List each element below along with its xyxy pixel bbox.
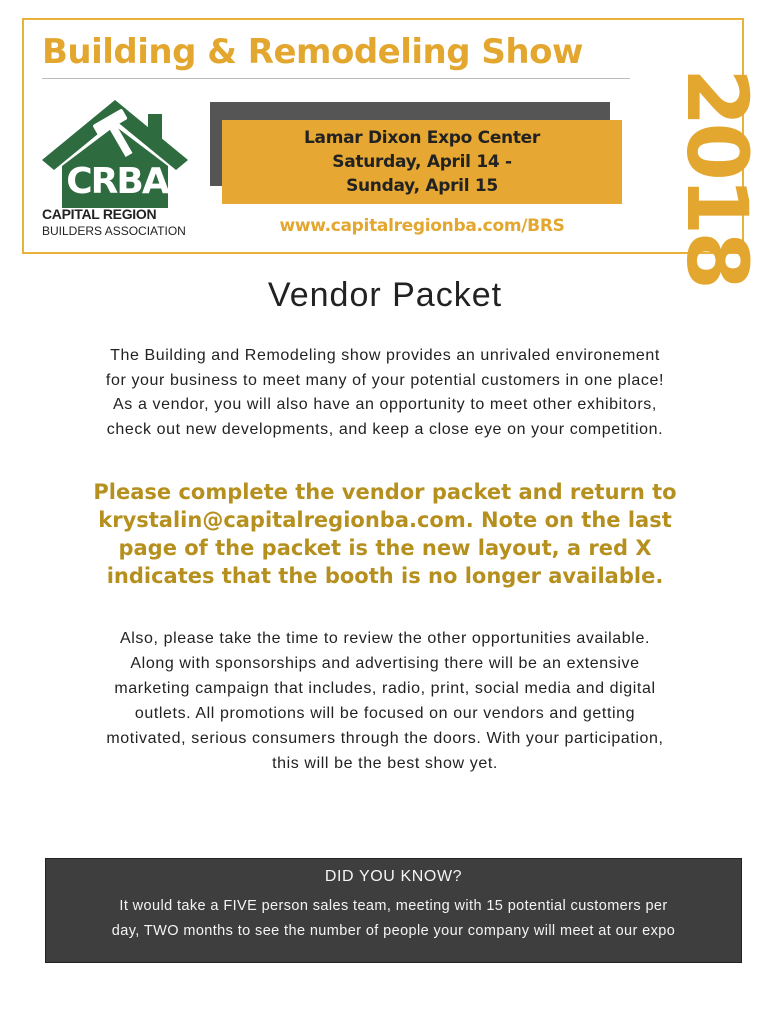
show-banner	[22, 18, 766, 286]
did-you-know-line: It would take a FIVE person sales team, meeting with 15 potential customers per	[119, 898, 668, 914]
return-instructions	[40, 478, 730, 590]
opportunities-paragraph	[30, 626, 740, 776]
extra-line: Along with sponsorships and advertising there will be an extensive	[130, 655, 640, 672]
event-venue: Lamar Dixon Expo Center	[304, 128, 540, 148]
extra-line: marketing campaign that includes, radio, print, social media and digital	[114, 680, 656, 697]
title-divider	[42, 78, 630, 79]
event-details-box	[222, 120, 622, 204]
did-you-know-line: day, TWO months to see the number of people your company will meet at our expo	[111, 923, 676, 939]
logo-name-line2: BUILDERS ASSOCIATION	[42, 224, 186, 238]
logo-abbrev: CRBA	[66, 161, 168, 200]
intro-line: for your business to meet many of your potential customers in one place!	[105, 371, 665, 389]
crba-wordmark	[62, 160, 172, 200]
intro-line: check out new developments, and keep a close eye on your competition.	[106, 420, 664, 438]
did-you-know-title: DID YOU KNOW?	[324, 868, 463, 885]
extra-line: outlets. All promotions will be focused on our vendors and getting	[134, 705, 636, 722]
intro-paragraph	[40, 344, 730, 442]
callout-line: krystalin@capitalregionba.com. Note on the last	[98, 508, 672, 532]
callout-line: indicates that the booth is no longer available.	[106, 564, 664, 588]
did-you-know-box	[45, 858, 742, 963]
intro-line: As a vendor, you will also have an opportunity to meet other exhibitors,	[113, 396, 657, 413]
callout-line: Please complete the vendor packet and return to	[93, 480, 677, 504]
extra-line: Also, please take the time to review the other opportunities available.	[120, 630, 650, 647]
extra-line: this will be the best show yet.	[272, 755, 498, 772]
banner-title: Building & Remodeling Show	[42, 32, 583, 72]
show-year: 2018	[668, 68, 766, 286]
callout-line: page of the packet is the new layout, a red X	[118, 536, 652, 560]
page-title: Vendor Packet	[267, 276, 503, 314]
event-date-line1: Saturday, April 14 -	[332, 152, 512, 172]
logo-name-line1: CAPITAL REGION	[42, 206, 157, 222]
show-website-url: www.capitalregionba.com/BRS	[279, 216, 565, 236]
intro-line: The Building and Remodeling show provides an unrivaled environement	[110, 347, 660, 364]
did-you-know-text	[66, 894, 721, 944]
extra-line: motivated, serious consumers through the doors. With your participation,	[106, 730, 664, 747]
event-date-line2: Sunday, April 15	[346, 176, 498, 196]
